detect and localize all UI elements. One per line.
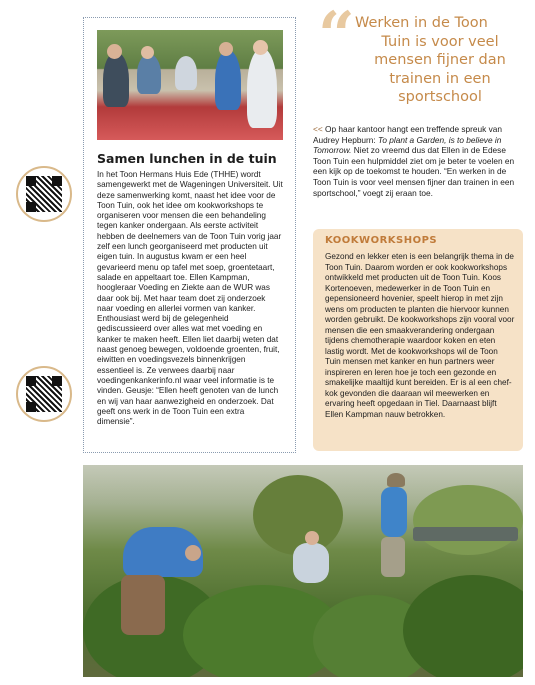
qr-code-bottom[interactable] (16, 366, 72, 422)
garden-photo (83, 465, 523, 677)
lunch-photo (97, 30, 283, 140)
pull-quote-line1: Werken in de Toon (355, 15, 488, 31)
intro-text-b: Niet zo vreemd dus dat Ellen in de Edese Toon Tuin een hulpmiddel ziet om je beter te voelen en een kijk op de toekomst te houden. “En werken in de Toon Tuin is voor veel mensen fijner dan trainen in een sportschool,” voegt zij eraan toe. (313, 145, 515, 198)
intro-paragraph (313, 124, 523, 198)
continuation-arrow: << (313, 124, 323, 134)
quote-mark-icon: “ (318, 0, 355, 73)
intro-italic-quote: To plant a Garden, is to believe in Tomorrow. (313, 134, 502, 156)
article-body: In het Toon Hermans Huis Ede (THHE) wordt samengewerkt met de Wageningen Universiteit. Uit deze samenwerking komt, naast het idee voor de Toon Tuin, ook het idee om kookworkshops te organiseren voor mensen die een behandeling tegen kanker ondergaan. Als eerste activiteit hebben de deelnemers van de Toon Tuin vorig jaar zelf een lunch georganiseerd met producten uit eigen tuin. In augustus kwam er een heel gevarieerd menu op tafel met soep, groentetaart, salade en appeltaart toe. Ellen Kampman, hoogleraar Voeding en Ziekte aan de WUR was daar ook bij. Met haar team doet zij onderzoek naar voeding en allerlei vormen van kanker. Enthousiast werd bij de gelegenheid gediscussieerd over alles wat met voeding en kanker te maken heeft. Ellen liet daarbij weten dat naast genoeg bewegen, voldoende groenten, fruit, eiwitten en voedingsvezels binnenkrijgen essentieel is. Ze verwees daarbij naar voedingenkankerinfo.nl waar veel informatie is te vinden. Geusje: “Ellen heeft genoten van de lunch en wij van haar aanwezigheid en onderzoek. Dat geeft ons werk in de Toon Tuin een extra dimensie”. (97, 170, 283, 427)
qr-code-icon (26, 176, 62, 212)
kookworkshops-title: KOOKWORKSHOPS (325, 235, 438, 246)
qr-code-top[interactable] (16, 166, 72, 222)
kookworkshops-box (313, 229, 523, 451)
intro-text-a: Op haar kantoor hangt een treffende spreuk van Audrey Hepburn: (313, 124, 502, 145)
pull-quote (355, 14, 525, 107)
qr-code-icon (26, 376, 62, 412)
kookworkshops-body: Gezond en lekker eten is een belangrijk thema in de Toon Tuin. Daarom worden er ook kookworkshops ontwikkeld met producten uit de Toon Tuin. Koos Kortenoeven, medewerker in de Toon Tuin en gepensioneerd hovenier, speelt hierop in met zijn wens om producten te planten die hiervoor kunnen worden gebruikt. De kookworkshops zijn vooral voor mensen die een smaakverandering ondergaan tijdens chemotherapie waardoor koken en eten lastig wordt. Met de kookworkshops wil de Toon Tuin mensen met kanker en hun partners weer inspireren en leren hoe je toch een gezonde en smakelijke maaltijd kunt bereiden. Er is al een chef-kok gevonden die daaraan wil meewerken en ervaring heeft opgedaan in Tiel. Daarnaast blijft Ellen Kampman nauw betrokken. (325, 252, 515, 419)
article-title: Samen lunchen in de tuin (97, 151, 277, 166)
pull-quote-rest: Tuin is voor veel mensen fijner dan trainen in een sportschool (374, 33, 506, 105)
